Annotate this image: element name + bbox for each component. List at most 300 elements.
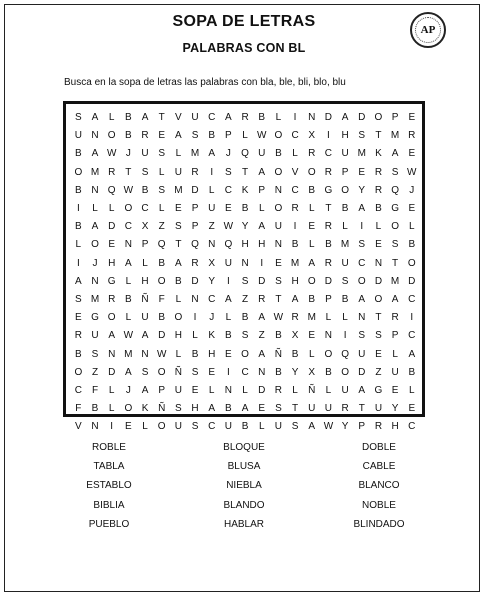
grid-letter[interactable]: S <box>75 293 82 305</box>
grid-letter[interactable]: G <box>107 275 116 287</box>
grid-letter[interactable]: B <box>75 348 82 360</box>
grid-letter[interactable]: E <box>125 421 132 433</box>
grid-letter[interactable]: A <box>91 112 99 124</box>
grid-letter[interactable]: T <box>125 166 132 178</box>
grid-letter[interactable]: R <box>374 421 383 433</box>
grid-letter[interactable]: U <box>358 348 366 360</box>
grid-letter[interactable]: E <box>191 384 199 396</box>
grid-letter[interactable]: L <box>208 184 215 196</box>
grid-letter[interactable]: B <box>225 403 232 415</box>
grid-letter[interactable]: H <box>174 330 182 342</box>
grid-letter[interactable]: N <box>274 184 283 196</box>
grid-letter[interactable]: Y <box>391 403 399 415</box>
grid-letter[interactable]: L <box>108 203 115 215</box>
grid-letter[interactable]: B <box>125 293 132 305</box>
grid-letter[interactable]: U <box>391 366 399 378</box>
grid-letter[interactable]: B <box>75 148 82 160</box>
grid-letter[interactable]: K <box>141 403 149 415</box>
grid-letter[interactable]: R <box>74 330 82 342</box>
grid-letter[interactable]: Ñ <box>274 348 283 360</box>
grid-letter[interactable]: G <box>324 184 333 196</box>
grid-letter[interactable]: C <box>291 130 299 142</box>
grid-letter[interactable]: D <box>108 221 116 233</box>
grid-letter[interactable]: S <box>358 130 366 142</box>
grid-letter[interactable]: T <box>175 239 182 251</box>
grid-letter[interactable]: A <box>91 221 99 233</box>
grid-letter[interactable]: S <box>375 330 382 342</box>
grid-letter[interactable]: N <box>208 239 216 251</box>
grid-letter[interactable]: B <box>275 330 282 342</box>
grid-letter[interactable]: D <box>191 275 199 287</box>
grid-letter[interactable]: R <box>374 184 383 196</box>
grid-letter[interactable]: U <box>174 384 182 396</box>
grid-letter[interactable]: U <box>341 257 349 269</box>
grid-letter[interactable]: L <box>292 148 298 160</box>
grid-letter[interactable]: B <box>275 148 282 160</box>
grid-letter[interactable]: J <box>225 148 231 160</box>
grid-letter[interactable]: E <box>158 130 166 142</box>
grid-letter[interactable]: Q <box>157 239 166 251</box>
grid-letter[interactable]: U <box>191 112 199 124</box>
grid-letter[interactable]: Q <box>224 239 233 251</box>
grid-letter[interactable]: O <box>157 366 166 378</box>
grid-letter[interactable]: R <box>374 166 383 178</box>
grid-letter[interactable]: I <box>360 221 364 233</box>
grid-letter[interactable]: B <box>125 130 132 142</box>
grid-letter[interactable]: S <box>191 130 199 142</box>
grid-letter[interactable]: Y <box>358 184 366 196</box>
grid-letter[interactable]: F <box>158 293 165 305</box>
grid-letter[interactable]: P <box>158 384 166 396</box>
grid-letter[interactable]: I <box>293 112 297 124</box>
grid-letter[interactable]: A <box>225 293 232 305</box>
grid-letter[interactable]: L <box>208 384 215 396</box>
grid-letter[interactable]: C <box>324 148 333 160</box>
grid-letter[interactable]: O <box>374 112 383 124</box>
grid-letter[interactable]: U <box>308 403 316 415</box>
grid-letter[interactable]: H <box>108 257 116 269</box>
grid-letter[interactable]: A <box>91 148 99 160</box>
grid-letter[interactable]: R <box>291 312 299 324</box>
grid-letter[interactable]: H <box>291 275 299 287</box>
grid-letter[interactable]: A <box>341 112 349 124</box>
grid-letter[interactable]: O <box>241 348 249 360</box>
grid-letter[interactable]: U <box>341 148 349 160</box>
grid-letter[interactable]: R <box>341 403 349 415</box>
grid-letter[interactable]: A <box>75 275 82 287</box>
grid-letter[interactable]: P <box>325 293 332 305</box>
grid-letter[interactable]: A <box>225 112 232 124</box>
grid-letter[interactable]: O <box>407 257 416 269</box>
grid-letter[interactable]: C <box>358 257 366 269</box>
grid-letter[interactable]: T <box>375 312 382 324</box>
grid-letter[interactable]: J <box>209 312 215 324</box>
grid-letter[interactable]: A <box>408 348 416 360</box>
grid-letter[interactable]: S <box>358 330 366 342</box>
grid-letter[interactable]: L <box>275 112 282 124</box>
grid-letter[interactable]: N <box>241 257 249 269</box>
grid-letter[interactable]: E <box>408 403 416 415</box>
grid-letter[interactable]: A <box>258 166 266 178</box>
grid-letter[interactable]: O <box>74 166 83 178</box>
grid-letter[interactable]: A <box>125 257 132 269</box>
grid-letter[interactable]: D <box>258 275 266 287</box>
grid-letter[interactable]: M <box>307 312 316 324</box>
grid-letter[interactable]: Z <box>158 221 165 233</box>
grid-letter[interactable]: O <box>91 239 99 251</box>
grid-letter[interactable]: L <box>392 348 398 360</box>
grid-letter[interactable]: B <box>158 312 166 324</box>
grid-letter[interactable]: A <box>358 203 366 215</box>
grid-letter[interactable]: R <box>324 166 333 178</box>
grid-letter[interactable]: I <box>76 203 80 215</box>
grid-letter[interactable]: K <box>375 148 382 160</box>
grid-letter[interactable]: L <box>75 239 82 251</box>
grid-letter[interactable]: D <box>324 112 333 124</box>
grid-letter[interactable]: B <box>241 421 249 433</box>
grid-letter[interactable]: N <box>91 130 99 142</box>
grid-letter[interactable]: H <box>341 130 349 142</box>
grid-letter[interactable]: O <box>274 166 283 178</box>
grid-letter[interactable]: E <box>225 348 232 360</box>
grid-letter[interactable]: H <box>141 275 149 287</box>
grid-letter[interactable]: L <box>125 312 132 324</box>
grid-letter[interactable]: C <box>208 421 216 433</box>
grid-letter[interactable]: Ñ <box>141 293 149 305</box>
grid-letter[interactable]: I <box>343 330 347 342</box>
grid-letter[interactable]: P <box>358 421 366 433</box>
grid-letter[interactable]: C <box>124 221 132 233</box>
grid-letter[interactable]: N <box>258 366 266 378</box>
grid-letter[interactable]: S <box>141 166 149 178</box>
grid-letter[interactable]: N <box>191 293 199 305</box>
grid-letter[interactable]: I <box>410 312 414 324</box>
grid-letter[interactable]: H <box>208 348 216 360</box>
grid-letter[interactable]: F <box>75 403 82 415</box>
grid-letter[interactable]: N <box>358 312 366 324</box>
grid-letter[interactable]: B <box>175 275 182 287</box>
grid-letter[interactable]: L <box>408 221 415 233</box>
grid-letter[interactable]: E <box>358 166 366 178</box>
grid-letter[interactable]: L <box>242 130 248 142</box>
grid-letter[interactable]: R <box>324 221 333 233</box>
grid-letter[interactable]: C <box>224 184 232 196</box>
grid-letter[interactable]: L <box>342 221 348 233</box>
grid-letter[interactable]: W <box>257 130 267 142</box>
grid-letter[interactable]: L <box>108 384 115 396</box>
grid-letter[interactable]: H <box>241 239 249 251</box>
grid-letter[interactable]: S <box>391 166 399 178</box>
grid-letter[interactable]: E <box>225 203 232 215</box>
grid-letter[interactable]: T <box>325 203 332 215</box>
grid-letter[interactable]: T <box>292 403 299 415</box>
grid-letter[interactable]: R <box>191 257 199 269</box>
grid-letter[interactable]: A <box>358 293 366 305</box>
grid-letter[interactable]: D <box>258 384 266 396</box>
grid-letter[interactable]: L <box>325 312 332 324</box>
grid-letter[interactable]: S <box>191 421 199 433</box>
grid-letter[interactable]: S <box>391 239 399 251</box>
grid-letter[interactable]: D <box>158 330 166 342</box>
grid-letter[interactable]: L <box>158 203 165 215</box>
grid-letter[interactable]: X <box>141 221 149 233</box>
grid-letter[interactable]: U <box>141 148 149 160</box>
grid-letter[interactable]: P <box>391 330 399 342</box>
grid-letter[interactable]: U <box>341 384 349 396</box>
grid-letter[interactable]: O <box>357 275 366 287</box>
grid-letter[interactable]: B <box>291 239 299 251</box>
grid-letter[interactable]: L <box>308 348 315 360</box>
grid-letter[interactable]: M <box>190 148 200 160</box>
grid-letter[interactable]: R <box>274 384 283 396</box>
grid-letter[interactable]: D <box>108 366 116 378</box>
grid-letter[interactable]: A <box>208 148 216 160</box>
grid-letter[interactable]: B <box>241 203 249 215</box>
grid-letter[interactable]: C <box>208 293 216 305</box>
grid-letter[interactable]: I <box>226 275 230 287</box>
grid-letter[interactable]: B <box>408 366 416 378</box>
grid-letter[interactable]: E <box>391 384 399 396</box>
grid-letter[interactable]: U <box>324 403 333 415</box>
grid-letter[interactable]: P <box>258 184 266 196</box>
grid-letter[interactable]: R <box>391 312 399 324</box>
grid-letter[interactable]: B <box>308 184 316 196</box>
grid-letter[interactable]: C <box>141 203 149 215</box>
grid-letter[interactable]: E <box>408 148 416 160</box>
grid-letter[interactable]: A <box>141 384 149 396</box>
grid-letter[interactable]: Ñ <box>158 403 166 415</box>
grid-letter[interactable]: L <box>308 203 315 215</box>
grid-letter[interactable]: M <box>390 275 400 287</box>
grid-letter[interactable]: E <box>375 348 382 360</box>
grid-letter[interactable]: B <box>258 112 266 124</box>
grid-letter[interactable]: S <box>341 275 349 287</box>
grid-letter[interactable]: D <box>374 275 383 287</box>
grid-letter[interactable]: S <box>191 366 199 378</box>
grid-letter[interactable]: B <box>375 203 382 215</box>
grid-letter[interactable]: L <box>308 239 315 251</box>
grid-letter[interactable]: X <box>308 130 316 142</box>
grid-letter[interactable]: Y <box>208 275 216 287</box>
grid-letter[interactable]: F <box>91 384 99 396</box>
grid-letter[interactable]: B <box>408 239 416 251</box>
grid-letter[interactable]: B <box>341 203 349 215</box>
grid-letter[interactable]: E <box>258 403 266 415</box>
grid-letter[interactable]: M <box>290 257 300 269</box>
grid-letter[interactable]: L <box>175 148 182 160</box>
grid-letter[interactable]: A <box>308 421 316 433</box>
grid-letter[interactable]: I <box>110 421 114 433</box>
grid-letter[interactable]: U <box>208 203 216 215</box>
grid-letter[interactable]: I <box>193 312 197 324</box>
grid-letter[interactable]: D <box>324 275 333 287</box>
grid-letter[interactable]: S <box>158 184 166 196</box>
grid-letter[interactable]: O <box>324 348 333 360</box>
grid-letter[interactable]: S <box>75 112 82 124</box>
grid-letter[interactable]: L <box>225 312 232 324</box>
grid-letter[interactable]: C <box>408 330 416 342</box>
grid-letter[interactable]: S <box>275 275 282 287</box>
grid-letter[interactable]: E <box>208 366 216 378</box>
grid-letter[interactable]: R <box>141 130 149 142</box>
grid-letter[interactable]: I <box>293 221 297 233</box>
grid-letter[interactable]: A <box>175 257 182 269</box>
grid-letter[interactable]: L <box>142 421 148 433</box>
grid-letter[interactable]: G <box>374 384 383 396</box>
grid-letter[interactable]: O <box>157 275 166 287</box>
grid-letter[interactable]: E <box>375 239 382 251</box>
grid-letter[interactable]: A <box>108 330 116 342</box>
grid-letter[interactable]: G <box>391 203 399 215</box>
grid-letter[interactable]: N <box>274 239 283 251</box>
grid-letter[interactable]: S <box>225 166 232 178</box>
grid-letter[interactable]: N <box>324 330 333 342</box>
grid-letter[interactable]: J <box>409 184 415 196</box>
grid-letter[interactable]: C <box>408 421 416 433</box>
grid-letter[interactable]: D <box>358 112 366 124</box>
grid-letter[interactable]: Q <box>241 148 249 160</box>
grid-letter[interactable]: B <box>208 130 216 142</box>
grid-letter[interactable]: U <box>258 148 266 160</box>
grid-letter[interactable]: A <box>358 384 366 396</box>
grid-letter[interactable]: R <box>324 257 333 269</box>
grid-letter[interactable]: O <box>391 221 399 233</box>
grid-letter[interactable]: B <box>308 293 316 305</box>
grid-letter[interactable]: B <box>325 239 332 251</box>
grid-letter[interactable]: E <box>308 330 316 342</box>
grid-letter[interactable]: U <box>224 257 232 269</box>
grid-letter[interactable]: L <box>242 384 248 396</box>
grid-letter[interactable]: D <box>191 184 199 196</box>
grid-letter[interactable]: P <box>141 239 149 251</box>
grid-letter[interactable]: B <box>341 293 349 305</box>
grid-letter[interactable]: B <box>75 221 82 233</box>
grid-letter[interactable]: M <box>357 148 366 160</box>
grid-letter[interactable]: P <box>225 130 232 142</box>
grid-letter[interactable]: Z <box>258 330 265 342</box>
grid-letter[interactable]: N <box>224 384 232 396</box>
grid-letter[interactable]: A <box>141 330 149 342</box>
grid-letter[interactable]: E <box>75 312 82 324</box>
grid-letter[interactable]: H <box>391 421 399 433</box>
grid-letter[interactable]: O <box>374 293 383 305</box>
grid-letter[interactable]: R <box>108 293 116 305</box>
grid-letter[interactable]: W <box>123 184 134 196</box>
grid-letter[interactable]: W <box>106 148 117 160</box>
grid-letter[interactable]: L <box>108 112 115 124</box>
grid-letter[interactable]: U <box>174 421 182 433</box>
grid-letter[interactable]: S <box>175 403 182 415</box>
grid-letter[interactable]: W <box>407 166 417 178</box>
grid-letter[interactable]: O <box>307 275 316 287</box>
grid-letter[interactable]: N <box>374 257 383 269</box>
grid-letter[interactable]: L <box>408 384 415 396</box>
grid-letter[interactable]: L <box>92 203 98 215</box>
grid-letter[interactable]: S <box>275 403 282 415</box>
grid-letter[interactable]: O <box>74 366 83 378</box>
grid-letter[interactable]: H <box>258 239 266 251</box>
grid-letter[interactable]: A <box>291 293 299 305</box>
grid-letter[interactable]: R <box>291 203 299 215</box>
grid-letter[interactable]: Z <box>208 221 215 233</box>
grid-letter[interactable]: L <box>258 203 265 215</box>
grid-letter[interactable]: B <box>325 366 332 378</box>
grid-letter[interactable]: J <box>125 384 131 396</box>
grid-letter[interactable]: U <box>274 221 283 233</box>
grid-letter[interactable]: V <box>175 112 182 124</box>
grid-letter[interactable]: E <box>175 203 182 215</box>
grid-letter[interactable]: I <box>226 366 230 378</box>
grid-letter[interactable]: R <box>191 166 199 178</box>
grid-letter[interactable]: U <box>374 403 383 415</box>
grid-letter[interactable]: A <box>241 403 249 415</box>
grid-letter[interactable]: B <box>125 112 132 124</box>
grid-letter[interactable]: Ñ <box>308 384 316 396</box>
grid-letter[interactable]: O <box>341 366 349 378</box>
grid-letter[interactable]: J <box>92 257 98 269</box>
grid-letter[interactable]: O <box>274 130 283 142</box>
grid-letter[interactable]: W <box>273 312 284 324</box>
grid-letter[interactable]: Ñ <box>174 366 182 378</box>
grid-letter[interactable]: S <box>241 275 249 287</box>
grid-letter[interactable]: W <box>323 421 334 433</box>
grid-letter[interactable]: W <box>156 348 167 360</box>
grid-letter[interactable]: P <box>391 112 399 124</box>
grid-letter[interactable]: L <box>175 348 182 360</box>
grid-letter[interactable]: M <box>340 239 350 251</box>
grid-letter[interactable]: Q <box>341 348 349 360</box>
grid-letter[interactable]: T <box>275 293 282 305</box>
grid-letter[interactable]: M <box>174 184 183 196</box>
grid-letter[interactable]: A <box>258 221 266 233</box>
grid-letter[interactable]: B <box>141 184 149 196</box>
grid-letter[interactable]: O <box>341 184 349 196</box>
grid-letter[interactable]: H <box>191 403 199 415</box>
grid-letter[interactable]: A <box>258 348 266 360</box>
grid-letter[interactable]: S <box>91 348 99 360</box>
grid-letter[interactable]: M <box>90 293 100 305</box>
grid-letter[interactable]: D <box>358 366 366 378</box>
grid-letter[interactable]: A <box>258 312 266 324</box>
grid-letter[interactable]: S <box>158 148 166 160</box>
grid-letter[interactable]: S <box>358 239 366 251</box>
grid-letter[interactable]: O <box>307 166 316 178</box>
grid-letter[interactable]: M <box>390 130 400 142</box>
grid-letter[interactable]: U <box>274 421 283 433</box>
grid-letter[interactable]: R <box>308 148 316 160</box>
grid-letter[interactable]: J <box>125 148 131 160</box>
grid-letter[interactable]: L <box>108 403 115 415</box>
grid-letter[interactable]: Z <box>375 366 382 378</box>
grid-letter[interactable]: X <box>208 257 216 269</box>
grid-letter[interactable]: C <box>74 384 82 396</box>
grid-letter[interactable]: O <box>124 403 133 415</box>
grid-letter[interactable]: A <box>125 366 132 378</box>
grid-letter[interactable]: Q <box>107 184 116 196</box>
grid-letter[interactable]: E <box>108 239 116 251</box>
grid-letter[interactable]: S <box>291 421 299 433</box>
grid-letter[interactable]: P <box>341 166 349 178</box>
grid-letter[interactable]: E <box>308 221 316 233</box>
grid-letter[interactable]: N <box>108 348 116 360</box>
grid-letter[interactable]: B <box>91 403 99 415</box>
grid-letter[interactable]: B <box>191 348 199 360</box>
grid-letter[interactable]: Z <box>242 293 249 305</box>
grid-letter[interactable]: A <box>141 112 149 124</box>
grid-letter[interactable]: R <box>258 293 266 305</box>
grid-letter[interactable]: N <box>91 275 99 287</box>
grid-letter[interactable]: P <box>191 203 199 215</box>
